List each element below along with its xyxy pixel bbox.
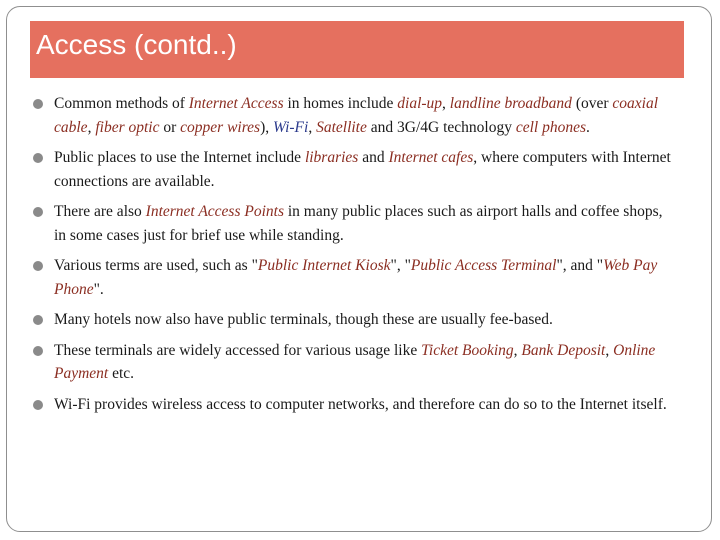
highlighted-term: fiber optic bbox=[95, 118, 160, 136]
highlighted-term: Ticket Booking bbox=[421, 341, 514, 359]
bullet-dot-icon bbox=[33, 261, 43, 271]
bullet-text: . bbox=[586, 118, 590, 136]
bullet-text: ". bbox=[93, 280, 104, 298]
bullet-list bbox=[31, 92, 671, 423]
slide-title: Access (contd..) bbox=[36, 29, 237, 60]
bullet-text: , bbox=[513, 341, 522, 359]
bullet-dot-icon bbox=[33, 207, 43, 217]
bullet-text: in homes include bbox=[283, 95, 398, 112]
bullet-item bbox=[31, 308, 671, 332]
highlighted-term: Satellite bbox=[316, 118, 367, 136]
bullet-text: , bbox=[605, 341, 614, 359]
bullet-text: in many public places such as airport halls and coffee shops, in some cases just for brief use while standing. bbox=[54, 203, 663, 244]
bullet-text: (over bbox=[571, 95, 613, 112]
highlighted-term: coaxial cable bbox=[54, 95, 659, 136]
bullet-item bbox=[31, 393, 671, 417]
bullet-text: Various terms are used, such as " bbox=[54, 257, 258, 274]
bullet-text: Wi-Fi provides wireless access to computer networks, and therefore can do so to the Internet itself. bbox=[54, 395, 667, 413]
highlighted-term: Internet cafes bbox=[388, 149, 474, 166]
bullet-text: ", and " bbox=[556, 257, 604, 274]
highlighted-term: dial-up bbox=[397, 95, 443, 112]
bullet-dot-icon bbox=[33, 400, 43, 410]
bullet-item bbox=[31, 92, 671, 139]
highlighted-term: Bank Deposit bbox=[521, 341, 606, 359]
bullet-item bbox=[31, 146, 671, 193]
highlighted-term: Internet Access Points bbox=[145, 203, 284, 220]
bullet-text: , bbox=[308, 118, 317, 136]
bullet-dot-icon bbox=[33, 315, 43, 325]
bullet-text: etc. bbox=[108, 365, 135, 382]
bullet-text: Public places to use the Internet include bbox=[54, 149, 305, 166]
bullet-text: Common methods of bbox=[54, 95, 189, 112]
bullet-item bbox=[31, 200, 671, 247]
bullet-dot-icon bbox=[33, 153, 43, 163]
highlighted-term: Online Payment bbox=[54, 341, 656, 382]
bullet-text: , bbox=[442, 95, 450, 112]
bullet-item bbox=[31, 339, 671, 386]
highlighted-term: Public Internet Kiosk bbox=[257, 257, 391, 274]
highlighted-term: Wi-Fi bbox=[273, 118, 309, 136]
bullet-text: Many hotels now also have public terminals, though these are usually fee-based. bbox=[54, 311, 553, 328]
bullet-text: There are also bbox=[54, 203, 146, 220]
bullet-text: , bbox=[87, 118, 96, 136]
bullet-text: or bbox=[159, 118, 181, 136]
highlighted-term: libraries bbox=[304, 149, 359, 166]
bullet-dot-icon bbox=[33, 99, 43, 109]
highlighted-term: copper wires bbox=[180, 118, 261, 136]
highlighted-term: Internet Access bbox=[188, 95, 284, 112]
highlighted-term: Web Pay Phone bbox=[54, 257, 658, 298]
bullet-text: ", " bbox=[390, 257, 411, 274]
bullet-item bbox=[31, 254, 671, 301]
bullet-text: , where computers with Internet connections are available. bbox=[54, 149, 671, 190]
highlighted-term: cell phones bbox=[515, 118, 586, 136]
highlighted-term: landline broadband bbox=[449, 95, 572, 112]
highlighted-term: Public Access Terminal bbox=[410, 257, 557, 274]
bullet-dot-icon bbox=[33, 346, 43, 356]
bullet-text: and bbox=[358, 149, 389, 166]
bullet-text: These terminals are widely accessed for various usage like bbox=[54, 341, 422, 359]
bullet-text: and 3G/4G technology bbox=[366, 118, 516, 136]
bullet-text: ), bbox=[260, 118, 274, 136]
